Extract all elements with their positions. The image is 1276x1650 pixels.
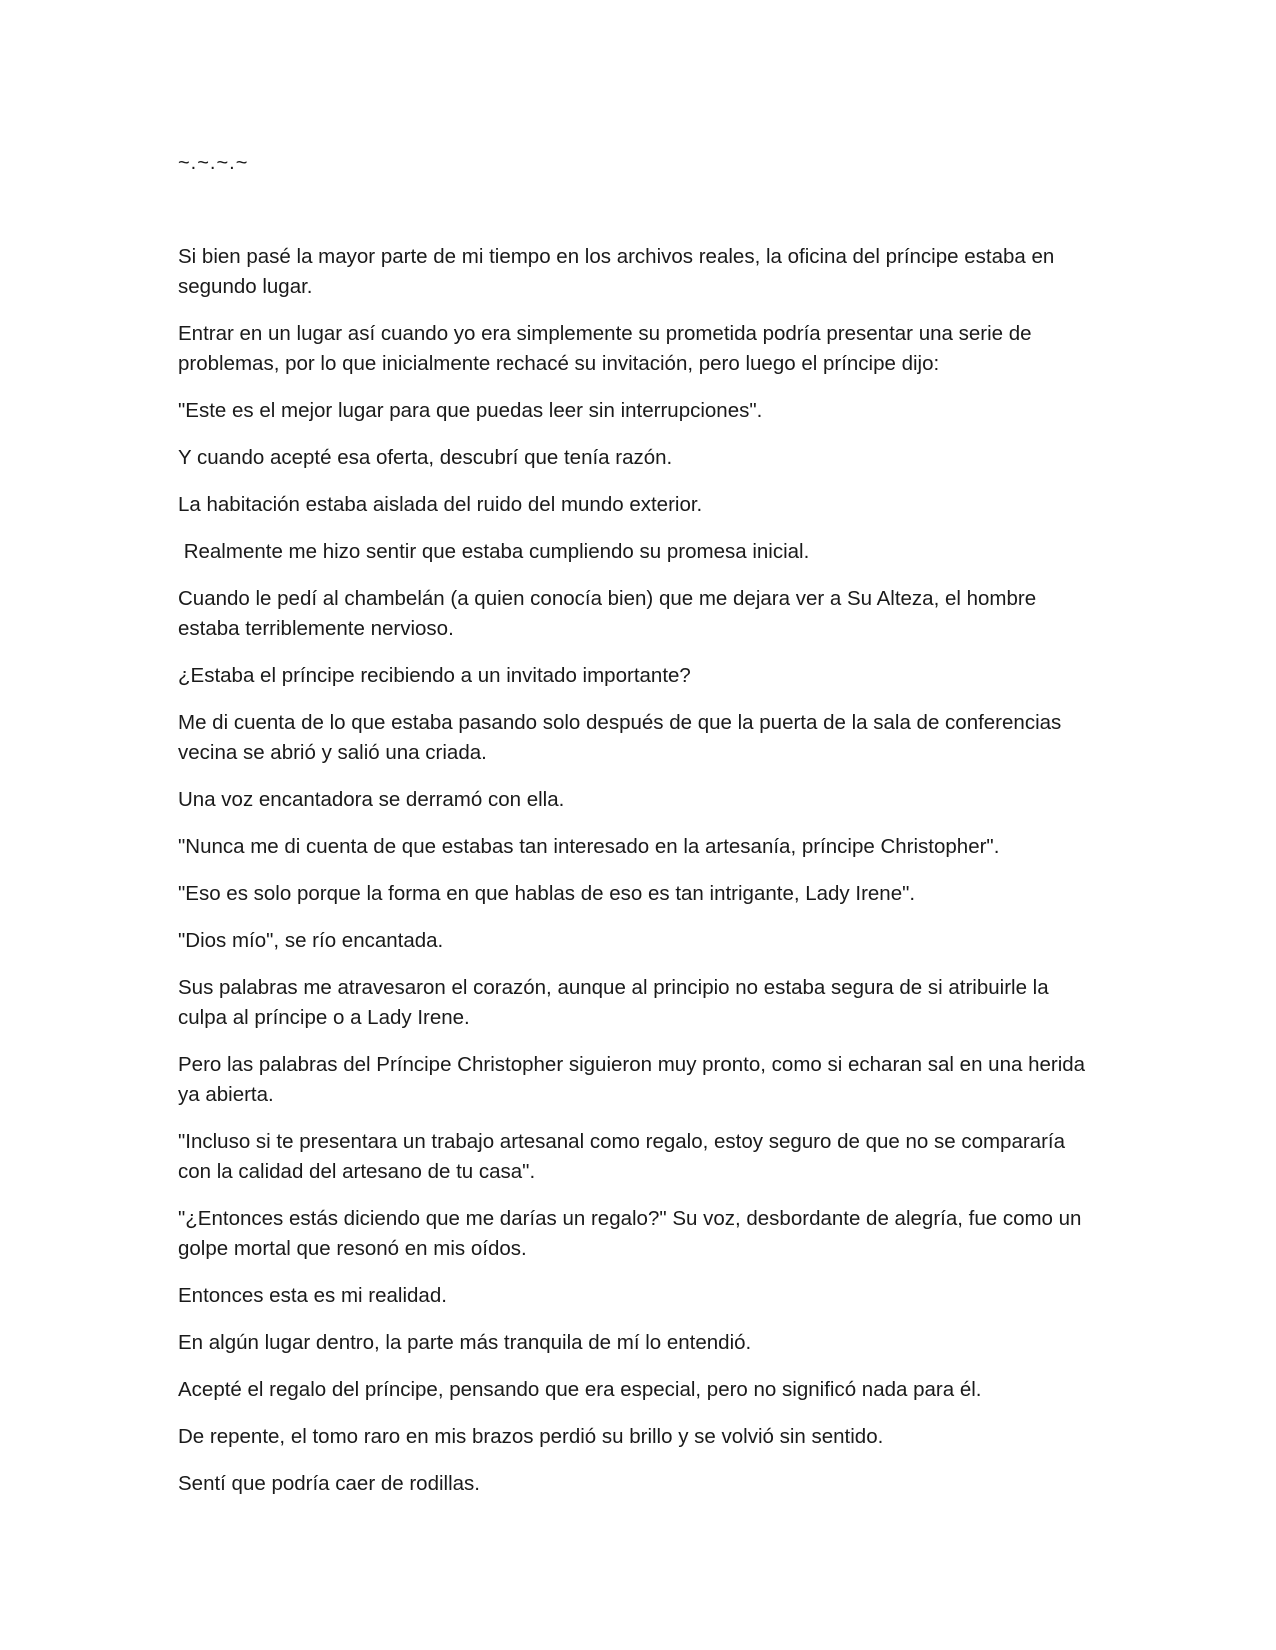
paragraph: Y cuando acepté esa oferta, descubrí que tenía razón.: [178, 446, 673, 469]
document-body: [178, 148, 1103, 1516]
paragraph: Acepté el regalo del príncipe, pensando que era especial, pero no significó nada para él.: [178, 1378, 982, 1401]
paragraph: Entonces esta es mi realidad.: [178, 1284, 447, 1307]
paragraph: Pero las palabras del Príncipe Christopher siguieron muy pronto, como si echaran sal en una herida ya abierta.: [178, 1053, 1091, 1106]
paragraph: "Nunca me di cuenta de que estabas tan interesado en la artesanía, príncipe Christopher".: [178, 835, 1000, 858]
paragraph: "Eso es solo porque la forma en que hablas de eso es tan intrigante, Lady Irene".: [178, 882, 916, 905]
paragraph: De repente, el tomo raro en mis brazos perdió su brillo y se volvió sin sentido.: [178, 1425, 884, 1448]
paragraph: Sus palabras me atravesaron el corazón, aunque al principio no estaba segura de si atribuirle la culpa al príncipe o a Lady Irene.: [178, 976, 1055, 1029]
paragraph: Una voz encantadora se derramó con ella.: [178, 788, 565, 811]
paragraph: Sentí que podría caer de rodillas.: [178, 1472, 480, 1495]
paragraph: Si bien pasé la mayor parte de mi tiempo en los archivos reales, la oficina del príncipe estaba en segundo lugar.: [178, 245, 1060, 298]
paragraph: Realmente me hizo sentir que estaba cumpliendo su promesa inicial.: [178, 540, 810, 563]
paragraph: Entrar en un lugar así cuando yo era simplemente su prometida podría presentar una serie de problemas, por lo que inicialmente rechacé su invitación, pero luego el príncipe dijo:: [178, 322, 1038, 375]
paragraph: En algún lugar dentro, la parte más tranquila de mí lo entendió.: [178, 1331, 752, 1354]
section-spacer: [178, 178, 1103, 242]
paragraph: ¿Estaba el príncipe recibiendo a un invitado importante?: [178, 664, 691, 687]
paragraph: Me di cuenta de lo que estaba pasando solo después de que la puerta de la sala de conferencias vecina se abrió y salió una criada.: [178, 711, 1067, 764]
paragraph: "¿Entonces estás diciendo que me darías un regalo?" Su voz, desbordante de alegría, fue como un golpe mortal que resonó en mis oídos.: [178, 1207, 1088, 1260]
paragraph: Cuando le pedí al chambelán (a quien conocía bien) que me dejara ver a Su Alteza, el hombre estaba terriblemente nervioso.: [178, 587, 1042, 640]
scene-separator: ~.~.~.~: [178, 152, 249, 174]
paragraph: "Incluso si te presentara un trabajo artesanal como regalo, estoy seguro de que no se compararía con la calidad del artesano de tu casa".: [178, 1130, 1071, 1183]
paragraph: "Este es el mejor lugar para que puedas leer sin interrupciones".: [178, 399, 763, 422]
paragraph: "Dios mío", se río encantada.: [178, 929, 444, 952]
paragraph: La habitación estaba aislada del ruido del mundo exterior.: [178, 493, 703, 516]
